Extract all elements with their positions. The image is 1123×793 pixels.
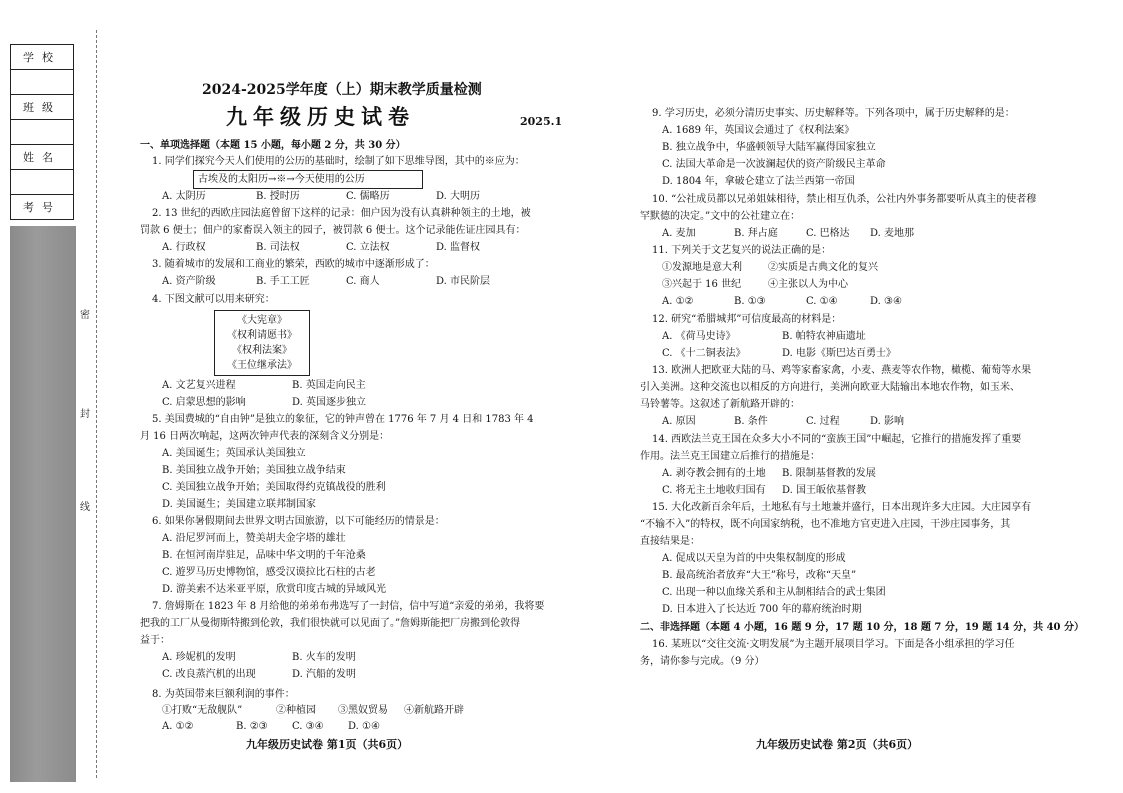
school-field: 学校 — [11, 45, 74, 70]
q10-option-b: B. 拜占庭 — [734, 228, 778, 239]
q9-option-b: B. 独立战争中，华盛顿领导大陆军赢得国家独立 — [662, 142, 876, 153]
q9-option-a: A. 1689 年，英国议会通过了《权利法案》 — [662, 125, 855, 136]
q3-option-d: D. 市民阶层 — [436, 276, 491, 287]
q5-option-c: C. 美国独立战争开始；美国取得约克镇战役的胜利 — [162, 482, 386, 493]
page-title: 九年级历史试卷 — [226, 104, 415, 129]
q9-option-d: D. 1804 年，拿破仑建立了法兰西第一帝国 — [662, 176, 855, 187]
seal-mark-mi: 密 — [80, 310, 90, 321]
exam-date: 2025.1 — [520, 115, 563, 128]
q11-item-1: ①发源地是意大利 — [662, 262, 742, 273]
q4-doc-1: 《大宪章》 — [237, 315, 287, 326]
q2-option-b: B. 司法权 — [256, 242, 300, 253]
q2-option-d: D. 监督权 — [436, 242, 481, 253]
q2-line-1: 2. 13 世纪的西欧庄园法庭曾留下这样的记录：佃户因为没有认真耕种领主的土地，被 — [152, 208, 531, 219]
q12-option-d: D. 电影《斯巴达百勇士》 — [782, 348, 897, 359]
page-1-footer: 九年级历史试卷 第1页（共6页） — [246, 738, 409, 751]
seal-dashed-line — [96, 30, 97, 778]
q11-item-4: ④主张以人为中心 — [768, 279, 848, 290]
q5-option-a: A. 美国诞生；英国承认美国独立 — [162, 448, 306, 459]
q8-option-b: B. ②③ — [236, 721, 268, 732]
q13-line-1: 13. 欧洲人把欧亚大陆的马、鸡等家畜家禽，小麦、燕麦等农作物，橄榄、葡萄等水果 — [652, 365, 1032, 376]
q4-stem: 4. 下图文献可以用来研究： — [152, 294, 275, 305]
q11-option-c: C. ①④ — [806, 296, 838, 307]
q15-line-3: 直接结果是： — [640, 536, 700, 547]
q6-option-d: D. 游美索不达米亚平原，欣赏印度古城的异域风光 — [162, 584, 387, 595]
name-field: 姓名 — [11, 145, 74, 170]
q15-option-c: C. 出现一种以血缘关系和主从制相结合的武士集团 — [662, 587, 886, 598]
class-field: 班级 — [11, 95, 74, 120]
blank-cell — [11, 70, 74, 95]
q13-option-a: A. 原因 — [662, 416, 696, 427]
q7-option-d: D. 汽船的发明 — [292, 669, 357, 680]
q15-line-1: 15. 大化改新百余年后，土地私有与土地兼并盛行，日本出现许多大庄园。大庄园享有 — [652, 502, 1032, 513]
seal-mark-xian: 线 — [80, 502, 90, 513]
q7-line-1: 7. 詹姆斯在 1823 年 8 月给他的弟弟布弗选写了一封信，信中写道“亲爱的弟弟，我将要 — [152, 601, 545, 612]
q14-line-2: 作用。法兰克王国建立后推行的措施是： — [640, 451, 820, 462]
q1-option-d: D. 大明历 — [436, 191, 481, 202]
q13-line-2: 引入美洲。这种交流也以相反的方向进行，美洲向欧亚大陆输出本地农作物，如玉米、 — [640, 382, 1020, 393]
q8-item-1: ①打败“无敌舰队” — [162, 705, 243, 716]
section-1-heading: 一、单项选择题（本题 15 小题，每小题 2 分，共 30 分） — [140, 140, 406, 151]
q7-line-3: 益于： — [140, 635, 170, 646]
q3-option-c: C. 商人 — [346, 276, 380, 287]
page-2-footer: 九年级历史试卷 第2页（共6页） — [756, 738, 919, 751]
q10-option-d: D. 麦地那 — [870, 228, 915, 239]
q4-option-b: B. 英国走向民主 — [292, 380, 366, 391]
q10-option-c: C. 巴格达 — [806, 228, 850, 239]
q8-option-c: C. ③④ — [292, 721, 324, 732]
q14-option-d: D. 国王皈依基督教 — [782, 485, 867, 496]
student-info-table — [10, 44, 74, 220]
q4-doc-2: 《权利请愿书》 — [227, 330, 297, 341]
q7-option-c: C. 改良蒸汽机的出现 — [162, 669, 256, 680]
q3-option-b: B. 手工工匠 — [256, 276, 310, 287]
q12-stem: 12. 研究“希腊城邦”可信度最高的材料是： — [652, 314, 842, 325]
q8-stem: 8. 为英国带来巨额利润的事件： — [152, 689, 295, 700]
q10-line-1: 10. “公社成员都以兄弟姐妹相待，禁止相互仇杀，公社内外事务都要听从真主的使者穆 — [652, 194, 1037, 205]
q11-option-a: A. ①② — [662, 296, 694, 307]
q11-option-d: D. ③④ — [870, 296, 902, 307]
seal-mark-feng: 封 — [80, 409, 90, 420]
q13-line-3: 马铃薯等。这叙述了新航路开辟的： — [640, 399, 800, 410]
exam-header: 2024-2025学年度（上）期末教学质量检测 — [202, 82, 482, 98]
q8-option-a: A. ①② — [162, 721, 194, 732]
q14-option-c: C. 将无主土地收归国有 — [662, 485, 766, 496]
q8-item-3: ③黑奴贸易 — [338, 705, 388, 716]
q4-document-box — [214, 310, 310, 376]
q12-option-a: A. 《荷马史诗》 — [662, 331, 736, 342]
q9-option-c: C. 法国大革命是一次波澜起伏的资产阶级民主革命 — [662, 159, 886, 170]
q14-option-b: B. 限制基督教的发展 — [782, 468, 876, 479]
q8-item-4: ④新航路开辟 — [404, 705, 464, 716]
binding-gray-strip — [10, 226, 76, 782]
section-2-heading: 二、非选择题（本题 4 小题，16 题 9 分，17 题 10 分，18 题 7 分，19 题 14 分，共 40 分） — [640, 622, 1084, 633]
q15-line-2: “不输不入”的特权，既不向国家纳税，也不准地方官吏进入庄园，干涉庄园事务，其 — [640, 519, 1011, 530]
q6-option-b: B. 在恒河南岸驻足，品味中华文明的千年沧桑 — [162, 550, 366, 561]
q5-line-1: 5. 美国费城的“自由钟”是独立的象征，它的钟声曾在 1776 年 7 月 4 日和 1783 年 4 — [152, 414, 534, 425]
q1-option-a: A. 太阴历 — [162, 191, 206, 202]
blank-cell — [11, 170, 74, 195]
q4-option-d: D. 英国逐步独立 — [292, 397, 367, 408]
q13-option-d: D. 影响 — [870, 416, 905, 427]
q1-concept-box: 古埃及的太阳历→※→今天使用的公历 — [193, 170, 423, 189]
q4-doc-4: 《王位继承法》 — [227, 360, 297, 371]
q4-option-c: C. 启蒙思想的影响 — [162, 397, 246, 408]
q1-option-c: C. 儒略历 — [346, 191, 390, 202]
q13-option-c: C. 过程 — [806, 416, 840, 427]
q11-option-b: B. ①③ — [734, 296, 766, 307]
q2-option-a: A. 行政权 — [162, 242, 206, 253]
q3-option-a: A. 资产阶级 — [162, 276, 216, 287]
q4-option-a: A. 文艺复兴进程 — [162, 380, 236, 391]
q2-line-2: 罚款 6 便士；佃户的家畜误入领主的园子，被罚款 6 便士。这个记录能佐证庄园具有： — [140, 225, 526, 236]
q15-option-d: D. 日本进入了长达近 700 年的幕府统治时期 — [662, 604, 862, 615]
q8-option-d: D. ①④ — [348, 721, 380, 732]
q7-option-b: B. 火车的发明 — [292, 652, 356, 663]
q5-option-b: B. 美国独立战争开始；美国独立战争结束 — [162, 465, 346, 476]
q1-stem: 1. 同学们探究今天人们使用的公历的基础时，绘制了如下思维导图，其中的※应为： — [152, 156, 525, 167]
q10-line-2: 罕默德的决定。”文中的公社建立在： — [640, 211, 801, 222]
q11-item-3: ③兴起于 16 世纪 — [662, 279, 742, 290]
q6-option-c: C. 遊罗马历史博物馆，感受汉谟拉比石柱的古老 — [162, 567, 376, 578]
q7-option-a: A. 珍妮机的发明 — [162, 652, 236, 663]
q16-line-1: 16. 某班以“交往交流·文明发展”为主题开展项目学习。下面是各小组承担的学习任 — [652, 639, 1015, 650]
q10-option-a: A. 麦加 — [662, 228, 696, 239]
q12-option-b: B. 帕特农神庙遗址 — [782, 331, 866, 342]
q6-stem: 6. 如果你暑假期间去世界文明古国旅游，以下可能经历的情景是： — [152, 516, 445, 527]
q15-option-b: B. 最高统治者放弃“大王”称号，改称“天皇” — [662, 570, 857, 581]
blank-cell — [11, 120, 74, 145]
q8-item-2: ②种植园 — [276, 705, 316, 716]
q1-option-b: B. 授时历 — [256, 191, 300, 202]
q16-line-2: 务，请你参与完成。（9 分） — [640, 656, 765, 667]
q3-stem: 3. 随着城市的发展和工商业的繁荣，西欧的城市中逐渐形成了： — [152, 259, 435, 270]
q7-line-2: 把我的工厂从曼彻斯特搬到伦敦，我们很快就可以见面了。”詹姆斯能把厂房搬到伦敦得 — [140, 618, 521, 629]
q6-option-a: A. 沿尼罗河而上，赞美胡夫金字塔的雄壮 — [162, 533, 346, 544]
q11-item-2: ②实质是古典文化的复兴 — [768, 262, 878, 273]
q15-option-a: A. 促成以天皇为首的中央集权制度的形成 — [662, 553, 846, 564]
q13-option-b: B. 条件 — [734, 416, 768, 427]
q12-option-c: C. 《十二铜表法》 — [662, 348, 746, 359]
q4-doc-3: 《权利法案》 — [232, 345, 292, 356]
q2-option-c: C. 立法权 — [346, 242, 390, 253]
q14-line-1: 14. 西欧法兰克王国在众多大小不同的“蛮族王国”中崛起，它推行的措施发挥了重要 — [652, 434, 1022, 445]
q5-line-2: 月 16 日两次响起，这两次钟声代表的深刻含义分别是： — [140, 431, 390, 442]
exam-number-field: 考号 — [11, 195, 74, 220]
q5-option-d: D. 美国诞生；美国建立联邦制国家 — [162, 499, 317, 510]
q9-stem: 9. 学习历史，必须分清历史事实、历史解释等。下列各项中，属于历史解释的是： — [652, 108, 1015, 119]
q14-option-a: A. 剥夺教会拥有的土地 — [662, 468, 766, 479]
q11-stem: 11. 下列关于文艺复兴的说法正确的是： — [652, 245, 832, 256]
